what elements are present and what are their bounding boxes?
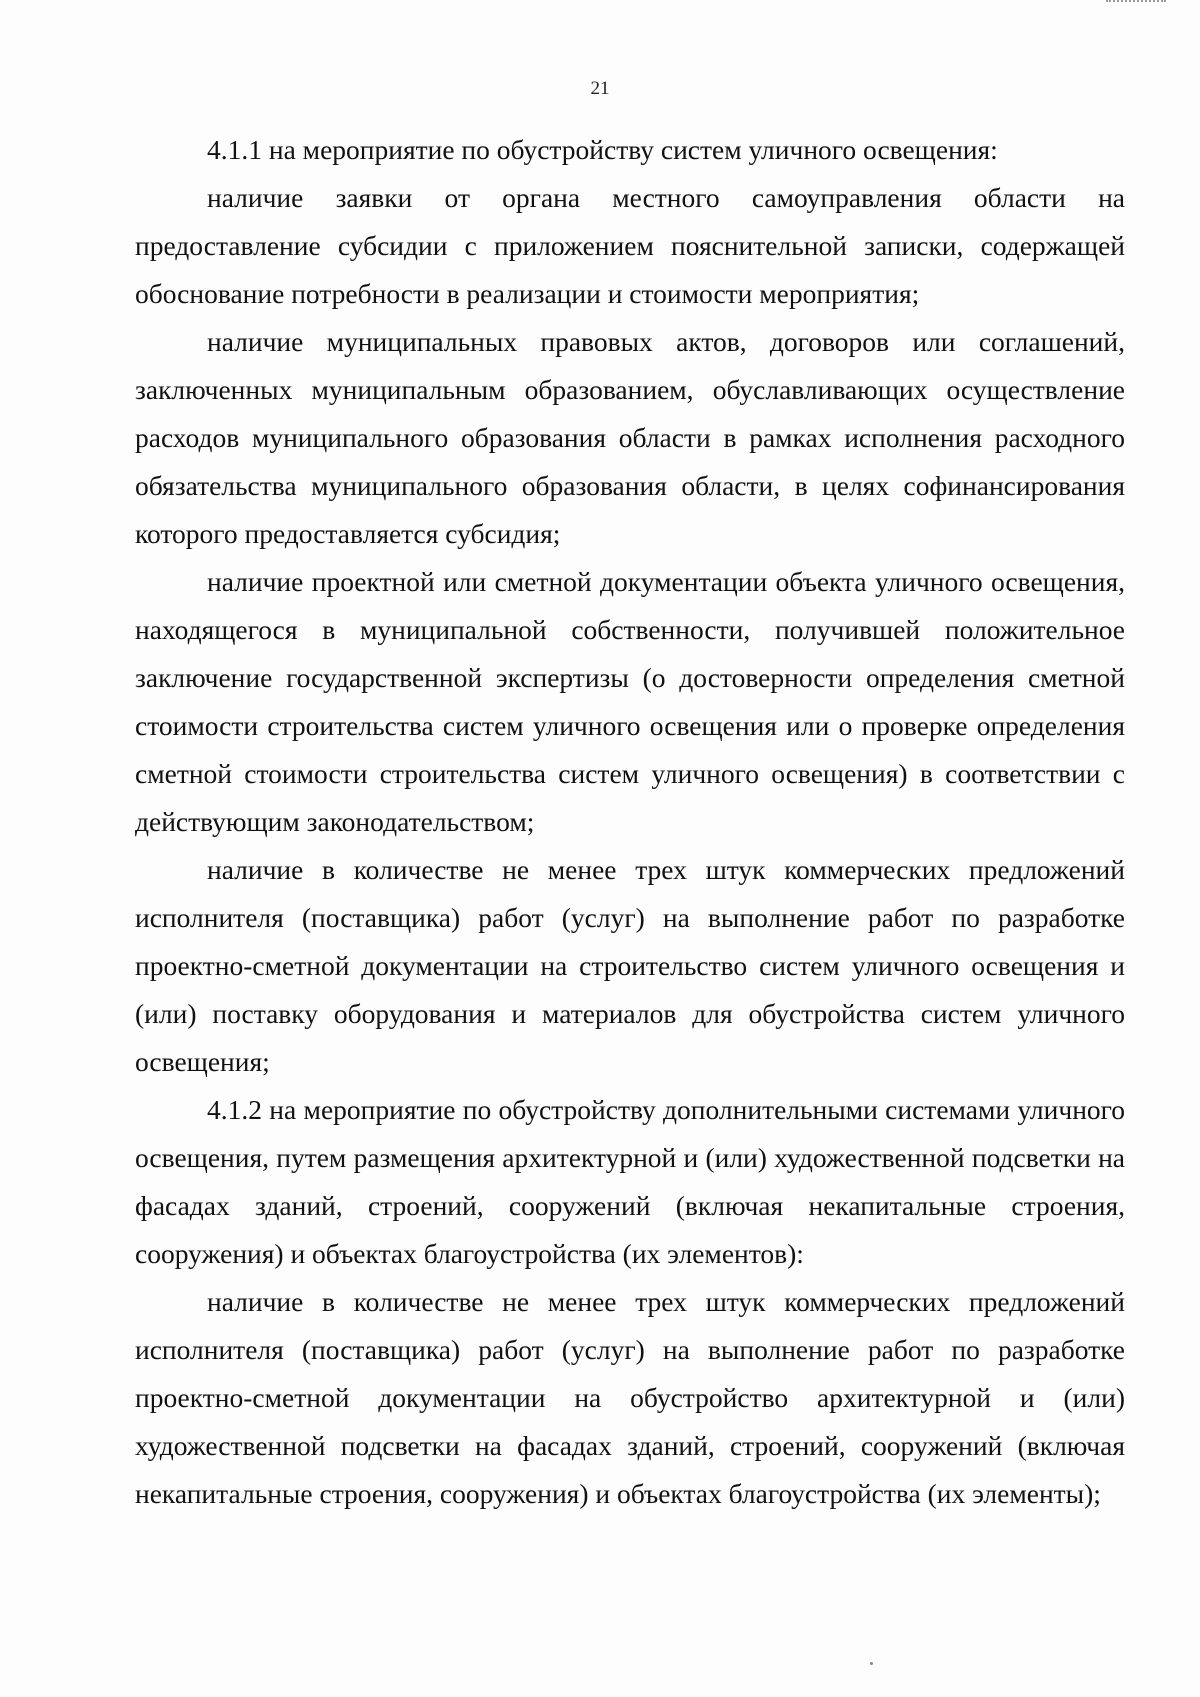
page-number: 21 bbox=[590, 78, 610, 99]
paragraph-legal-acts-requirement: наличие муниципальных правовых актов, договоров или соглашений, заключенных муниципальным образованием, обуславливающих осуществление расходов муниципального образования области в рамках исполнения расходного обязательства муниципального образования области, в целях софинансирования которого предоставляется субсидия; bbox=[135, 326, 1125, 549]
document-body bbox=[135, 126, 1125, 1518]
scan-artifact-top bbox=[1106, 0, 1166, 6]
paragraph-commercial-offers-lighting: наличие в количестве не менее трех штук коммерческих предложений исполнителя (поставщика) работ (услуг) на выполнение работ по разработке проектно-сметной документации на строительство систем уличного освещения и (или) поставку оборудования и материалов для обустройства систем уличного освещения; bbox=[135, 854, 1125, 1077]
paragraph-application-requirement: наличие заявки от органа местного самоуправления области на предоставление субсидии с приложением пояснительной записки, содержащей обоснование потребности в реализации и стоимости мероприятия; bbox=[135, 182, 1125, 309]
paragraph-design-documentation-requirement: наличие проектной или сметной документации объекта уличного освещения, находящегося в муниципальной собственности, получившей положительное заключение государственной экспертизы (о достоверности определения сметной стоимости строительства систем уличного освещения или о проверке определения сметной стоимости строительства систем уличного освещения) в соответствии с действующим законодательством; bbox=[135, 566, 1125, 837]
paragraph-commercial-offers-illumination: наличие в количестве не менее трех штук коммерческих предложений исполнителя (поставщика) работ (услуг) на выполнение работ по разработке проектно-сметной документации на обустройство архитектурной и (или) художественной подсветки на фасадах зданий, строений, сооружений (включая некапитальные строения, сооружения) и объектах благоустройства (их элементы); bbox=[135, 1286, 1125, 1509]
paragraph-4-1-1-heading: 4.1.1 на мероприятие по обустройству систем уличного освещения: bbox=[207, 134, 998, 165]
scan-artifact-bottom bbox=[870, 1662, 873, 1665]
paragraph-4-1-2-heading: 4.1.2 на мероприятие по обустройству дополнительными системами уличного освещения, путем размещения архитектурной и (или) художественной подсветки на фасадах зданий, строений, сооружений (включая некапитальные строения, сооружения) и объектах благоустройства (их элементов): bbox=[135, 1094, 1125, 1269]
